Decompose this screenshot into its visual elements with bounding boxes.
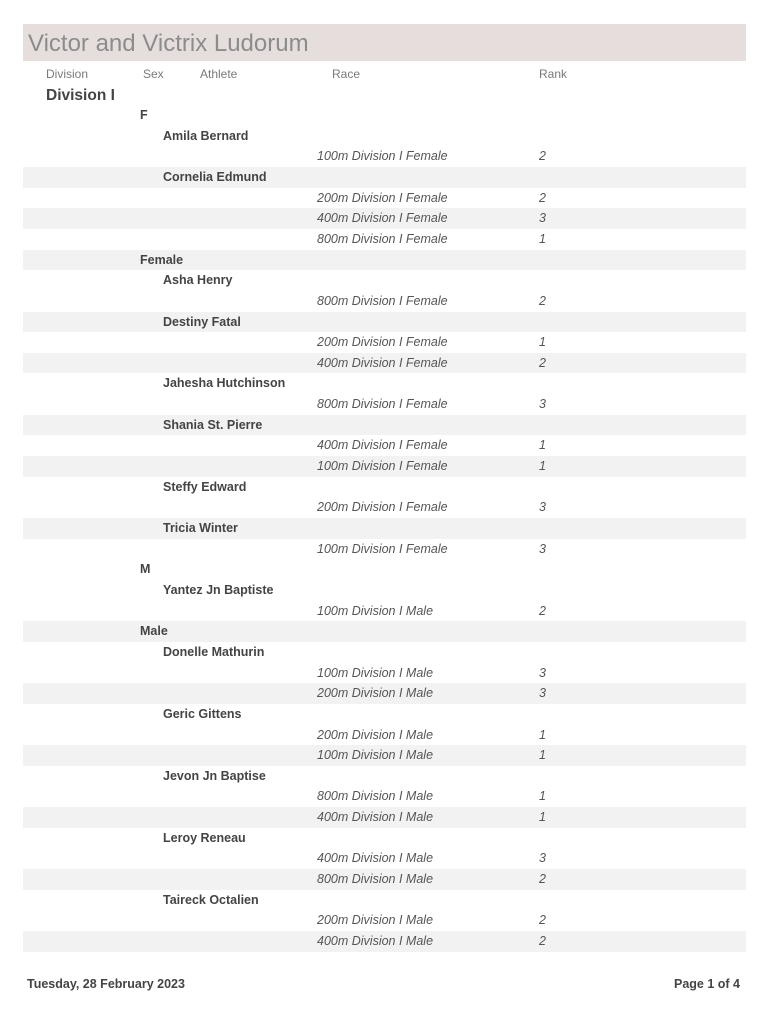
race-row [23,601,746,622]
race-rank: 3 [539,665,546,680]
athlete-row [23,477,746,498]
race-name: 200m Division I Female [317,500,448,515]
race-name: 400m Division I Male [317,810,434,825]
race-row [23,725,746,746]
race-name: 200m Division I Male [317,913,434,928]
race-row [23,291,746,312]
race-name: 200m Division I Female [317,190,448,205]
race-row [23,188,746,209]
athlete-name: Donelle Mathurin [163,644,265,659]
athlete-row [23,312,746,333]
race-rank: 3 [539,211,546,226]
athlete-row [23,828,746,849]
sex-group-row [23,621,746,642]
athlete-name: Steffy Edward [163,479,247,494]
athlete-name: Yantez Jn Baptiste [163,582,274,597]
race-name: 800m Division I Male [317,872,434,887]
athlete-row [23,642,746,663]
athlete-name: Tricia Winter [163,521,238,535]
race-name: 800m Division I Female [317,397,448,412]
race-row [23,539,746,560]
header-rank: Rank [539,67,568,81]
sex-label: M [140,562,151,577]
race-row [23,931,746,952]
race-row [23,910,746,931]
sex-group-row [23,105,746,126]
athlete-row [23,766,746,787]
race-rank: 1 [539,727,546,742]
athlete-name: Cornelia Edmund [163,169,267,184]
race-rank: 1 [539,459,546,474]
race-name: 400m Division I Female [317,355,448,370]
athlete-row [23,373,746,394]
header-division: Division [46,67,89,81]
race-rank: 2 [539,934,546,948]
race-name: 400m Division I Female [317,211,448,226]
race-row [23,869,746,890]
race-name: 100m Division I Male [317,603,434,618]
race-rank: 2 [539,190,546,205]
race-rank: 2 [539,913,546,928]
race-name: 100m Division I Female [317,459,448,474]
sex-label: F [140,108,148,122]
athlete-name: Geric Gittens [163,706,242,721]
footer-date: Tuesday, 28 February 2023 [27,977,185,991]
race-name: 200m Division I Male [317,686,434,701]
athlete-name: Jevon Jn Baptise [163,768,266,783]
race-row [23,229,746,250]
race-name: 100m Division I Male [317,665,434,680]
race-rank: 3 [539,541,546,556]
race-row [23,745,746,766]
athlete-row [23,126,746,147]
header-race: Race [332,67,361,81]
race-name: 800m Division I Male [317,789,434,804]
race-rank: 2 [539,149,546,164]
footer-page-number: Page 1 of 4 [674,977,740,991]
race-row [23,353,746,374]
race-row [23,848,746,869]
race-row [23,208,746,229]
athlete-name: Amila Bernard [163,128,249,143]
race-row [23,146,746,167]
race-row [23,663,746,684]
race-row [23,332,746,353]
race-rank: 1 [539,335,546,350]
division-label: Division I [46,87,115,104]
race-row [23,683,746,704]
race-name: 800m Division I Female [317,293,448,308]
race-rank: 1 [539,231,546,246]
race-name: 800m Division I Female [317,231,448,246]
athlete-row [23,415,746,436]
sex-group-row [23,250,746,271]
race-rank: 1 [539,438,546,453]
athlete-row [23,890,746,911]
race-name: 100m Division I Male [317,748,434,763]
race-row [23,807,746,828]
sex-label: Male [140,624,168,639]
athlete-name: Asha Henry [163,273,233,288]
athlete-row [23,580,746,601]
race-name: 200m Division I Female [317,335,448,350]
race-rank: 1 [539,748,546,763]
race-row [23,497,746,518]
athlete-name: Taireck Octalien [163,892,259,907]
race-rank: 1 [539,789,546,804]
athlete-row [23,270,746,291]
athlete-row [23,704,746,725]
race-rank: 3 [539,397,546,412]
sex-group-row [23,559,746,580]
athlete-name: Shania St. Pierre [163,417,263,432]
header-sex: Sex [143,67,164,81]
race-rank: 2 [539,293,546,308]
race-row [23,394,746,415]
race-rank: 2 [539,603,546,618]
athlete-name: Jahesha Hutchinson [163,376,286,391]
athlete-name: Leroy Reneau [163,830,246,845]
race-rank: 3 [539,851,546,866]
race-name: 200m Division I Male [317,727,434,742]
race-rank: 1 [539,810,546,825]
race-rank: 3 [539,500,546,515]
race-row [23,435,746,456]
race-name: 400m Division I Male [317,934,434,948]
athlete-row [23,518,746,539]
race-row [23,456,746,477]
race-name: 100m Division I Female [317,149,448,164]
athlete-name: Destiny Fatal [163,314,241,329]
race-row [23,786,746,807]
race-name: 400m Division I Male [317,851,434,866]
report-title: Victor and Victrix Ludorum [28,30,309,57]
athlete-row [23,167,746,188]
race-rank: 3 [539,686,546,701]
race-name: 100m Division I Female [317,541,448,556]
race-rank: 2 [539,355,546,370]
race-rank: 2 [539,872,546,887]
sex-label: Female [140,252,184,267]
header-athlete: Athlete [200,67,238,81]
race-name: 400m Division I Female [317,438,448,453]
